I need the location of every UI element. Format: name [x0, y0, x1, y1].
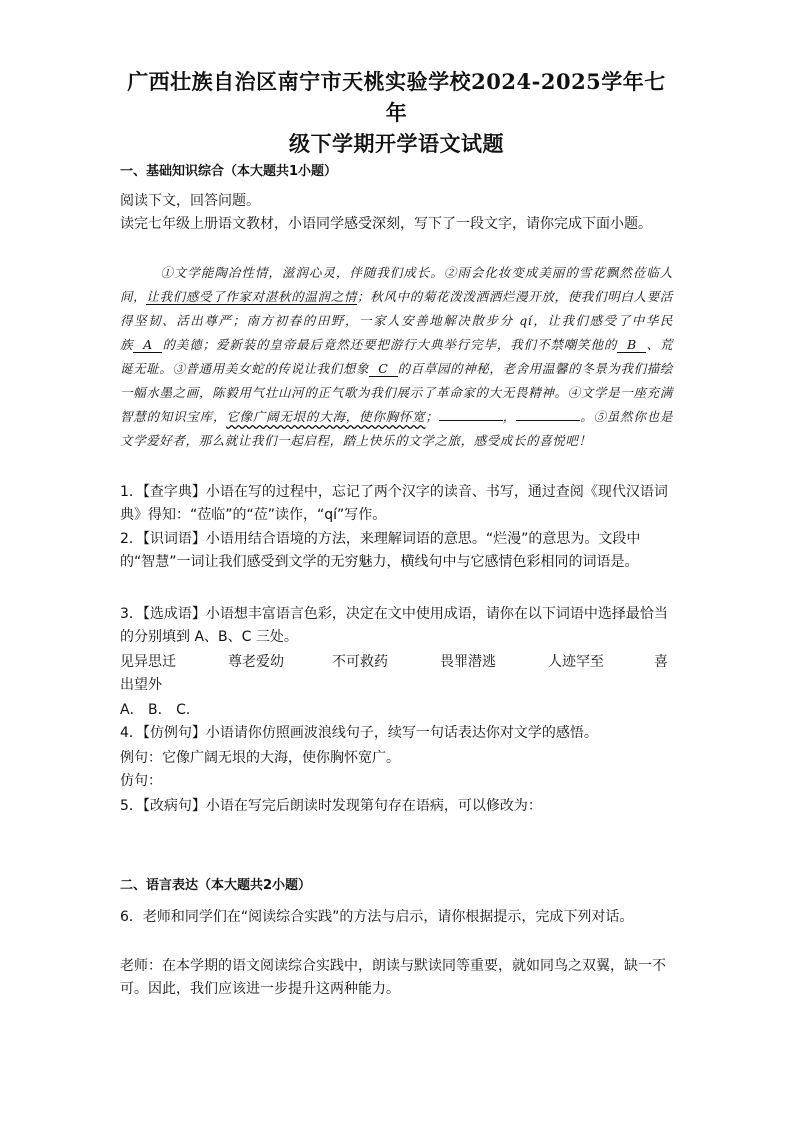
title-line-1: 广西壮族自治区南宁市天桃实验学校2024-2025学年七年: [127, 69, 666, 125]
question-3: 3．【选成语】小语想丰富语言色彩，决定在文中使用成语，请你在以下词语中选择最恰当的分别填到 A、B、C 三处。: [120, 606, 668, 645]
question-2: 2．【识词语】小语用结合语境的方法，来理解词语的意思。“烂漫”的意思为。文段中的“智慧”一词让我们感受到文学的无穷魅力，横线句中与它感情色彩相同的词语是。: [120, 531, 641, 570]
question-5: 5．【改病句】小语在写完后朗读时发现第句存在语病，可以修改为：: [120, 798, 542, 814]
answer-blank-1: [439, 419, 503, 421]
idiom-options: [120, 651, 673, 674]
imitation-label: 仿句：: [120, 773, 162, 789]
exam-title: [120, 66, 673, 159]
blank-a: A: [133, 337, 162, 353]
idiom-option: 见异思迁: [120, 654, 176, 670]
teacher-dialogue: 老师：在本学期的语文阅读综合实践中，朗读与默读同等重要，就如同鸟之双翼，缺一不可。因此，我们应该进一步提升这两种能力。: [120, 958, 666, 997]
wavy-underlined-sentence: 它像广阔无垠的大海，使你胸怀宽: [226, 409, 426, 424]
blank-c: C: [369, 361, 398, 377]
blank-b: B: [617, 337, 646, 353]
question-1: 1．【查字典】小语在写的过程中，忘记了两个汉字的读音、书写，通过查阅《现代汉语词典》得知：“莅临”的“莅”读作，“qí”写作。: [120, 484, 668, 523]
answer-labels-abc: A． B． C．: [120, 702, 200, 718]
underlined-sentence: 让我们感受了作家对湛秋的温润之情: [146, 289, 358, 304]
idiom-option-wrap: 出望外: [120, 677, 162, 693]
title-line-2: 级下学期开学语文试题: [289, 131, 504, 156]
idiom-option: 不可救药: [332, 654, 388, 670]
idiom-option: 尊老爱幼: [228, 654, 284, 670]
sample-passage: ①文学能陶冶性情，滋润心灵，伴随我们成长。②雨会化妆变成美丽的雪花飘然莅临人间，让我们感受了作家对湛秋的温润之情；秋风中的菊花泼泼洒洒烂漫开放，使我们明白人要活得坚韧、活出尊严；南方初春的田野，一家人安善地解决散步分 qí，让我们感受了中华民族 A 的美德；爱新装的皇帝最后竟然还要把游行大典举行完毕，我们不禁嘲笑他的 B 、荒诞无耻。③普通用美女蛇的传说让我们想象 C 的百草园的神秘，老舍用温馨的冬景为我们描绘一幅水墨之画，陈毅用气壮山河的正气歌为我们展示了革命家的大无畏精神。④文学是一座充满智慧的知识宝库，它像广阔无垠的大海，使你胸怀宽； ， 。⑤虽然你也是文学爱好者，那么就让我们一起启程，踏上快乐的文学之旅，感受成长的喜悦吧！: [120, 265, 673, 448]
example-sentence: 例句：它像广阔无垠的大海，使你胸怀宽广。: [120, 750, 400, 766]
question-4: 4．【仿例句】小语请你仿照画波浪线句子，续写一句话表达你对文学的感悟。: [120, 725, 598, 741]
idiom-option: 人迹罕至: [548, 654, 604, 670]
section-2-heading: 二、语言表达（本大题共2小题）: [120, 878, 312, 893]
question-6: 6．老师和同学们在“阅读综合实践”的方法与启示，请你根据提示，完成下列对话。: [120, 909, 634, 925]
idiom-option: 畏罪潜逃: [440, 654, 496, 670]
section-1-heading: 一、基础知识综合（本大题共1小题）: [120, 164, 338, 179]
answer-blank-2: [516, 419, 580, 421]
intro-text: 读完七年级上册语文教材，小语同学感受深刻，写下了一段文字，请你完成下面小题。: [120, 216, 652, 232]
intro-line: 阅读下文，回答问题。: [120, 193, 260, 209]
idiom-option: 喜: [654, 654, 668, 670]
